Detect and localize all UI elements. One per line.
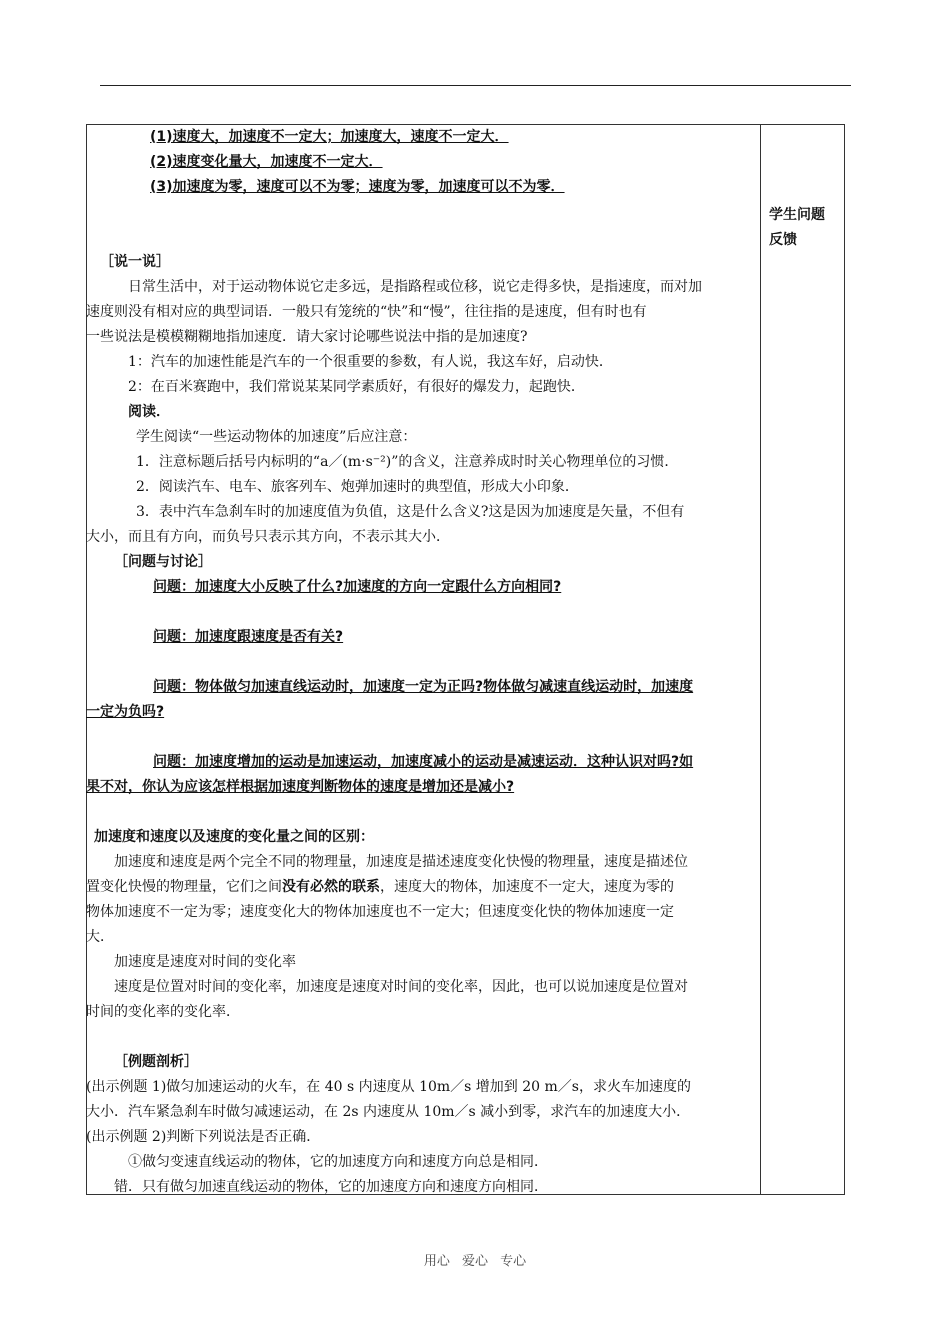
distinction-line: 时间的变化率的变化率． <box>86 1004 240 1020</box>
example-line: (出示例题 2)判断下列说法是否正确． <box>86 1129 321 1145</box>
distinction-line: 物体加速度不一定为零；速度变化大的物体加速度也不一定大；但速度变化快的物体加速度一定 <box>86 904 674 920</box>
question-4: 问题：加速度增加的运动是加速运动，加速度减小的运动是减速运动．这种认识对吗?如 <box>153 754 694 770</box>
read-line: 1．注意标题后括号内标明的“a／(m·s⁻²)”的含义，注意养成时时关心物理单位的习惯． <box>136 454 679 470</box>
question-1: 问题：加速度大小反映了什么?加速度的方向一定跟什么方向相同? <box>153 579 562 595</box>
discussion-heading: ［问题与讨论］ <box>114 554 212 570</box>
read-line: 学生阅读“一些运动物体的加速度”后应注意： <box>136 429 417 445</box>
distinction-text: 置变化快慢的物理量，它们之间 <box>86 879 282 895</box>
question-4-cont: 果不对，你认为应该怎样根据加速度判断物体的速度是增加还是减小? <box>86 779 515 795</box>
read-heading: 阅读． <box>128 404 170 420</box>
page-footer: 用心 爱心 专心 <box>423 1254 527 1269</box>
question-3-cont: 一定为负吗? <box>86 704 165 720</box>
distinction-emphasis: 没有必然的联系 <box>282 879 380 895</box>
read-line: 3．表中汽车急刹车时的加速度值为负值，这是什么含义?这是因为加速度是矢量，不但有 <box>136 504 685 520</box>
distinction-text: ，速度大的物体，加速度不一定大，速度为零的 <box>380 879 674 895</box>
say-line: 速度则没有相对应的典型词语．一般只有笼统的“快”和“慢”，往往指的是速度，但有时也有 <box>86 304 647 320</box>
example-heading: ［例题剖析］ <box>114 1054 198 1070</box>
question-3: 问题：物体做匀加速直线运动时，加速度一定为正吗?物体做匀减速直线运动时，加速度 <box>153 679 694 695</box>
read-line: 大小，而且有方向，而负号只表示其方向，不表示其大小． <box>86 529 450 545</box>
say-line: 日常生活中，对于运动物体说它走多远，是指路程或位移，说它走得多快，是指速度，而对加 <box>128 279 702 295</box>
example-line: ①做匀变速直线运动的物体，它的加速度方向和速度方向总是相同． <box>128 1154 548 1170</box>
say-line: 1：汽车的加速性能是汽车的一个很重要的参数，有人说，我这车好，启动快． <box>128 354 613 370</box>
header-rule <box>100 85 851 86</box>
distinction-line <box>86 875 674 900</box>
example-line: (出示例题 1)做匀加速运动的火车，在 40 s 内速度从 10m／s 增加到 20 m／s，求火车加速度的 <box>86 1079 691 1095</box>
point-3: (3)加速度为零，速度可以不为零；速度为零，加速度可以不为零． <box>150 179 565 195</box>
distinction-line: 速度是位置对时间的变化率，加速度是速度对时间的变化率，因此，也可以说加速度是位置对 <box>114 979 688 995</box>
distinction-line: 大． <box>86 929 114 945</box>
say-line: 一些说法是模模糊糊地指加速度．请大家讨论哪些说法中指的是加速度? <box>86 329 528 345</box>
question-2: 问题：加速度跟速度是否有关? <box>153 629 344 645</box>
point-1: (1)速度大，加速度不一定大；加速度大，速度不一定大． <box>150 129 509 145</box>
distinction-line: 加速度是速度对时间的变化率 <box>114 954 296 970</box>
side-label-line2: 反馈 <box>769 232 797 248</box>
say-line: 2：在百米赛跑中，我们常说某某同学素质好，有很好的爆发力，起跑快． <box>128 379 585 395</box>
side-label-line1: 学生问题 <box>769 207 825 223</box>
say-heading: ［说一说］ <box>100 254 170 270</box>
example-line: 错．只有做匀加速直线运动的物体，它的加速度方向和速度方向相同． <box>114 1179 548 1195</box>
distinction-heading: 加速度和速度以及速度的变化量之间的区别： <box>94 829 374 845</box>
column-divider <box>760 124 761 1195</box>
distinction-line: 加速度和速度是两个完全不同的物理量，加速度是描述速度变化快慢的物理量，速度是描述位 <box>114 854 688 870</box>
point-2: (2)速度变化量大，加速度不一定大． <box>150 154 383 170</box>
read-line: 2．阅读汽车、电车、旅客列车、炮弹加速时的典型值，形成大小印象． <box>136 479 579 495</box>
student-feedback-column <box>769 203 841 253</box>
example-line: 大小．汽车紧急刹车时做匀减速运动，在 2s 内速度从 10m／s 减小到零，求汽车的加速度大小． <box>86 1104 691 1120</box>
